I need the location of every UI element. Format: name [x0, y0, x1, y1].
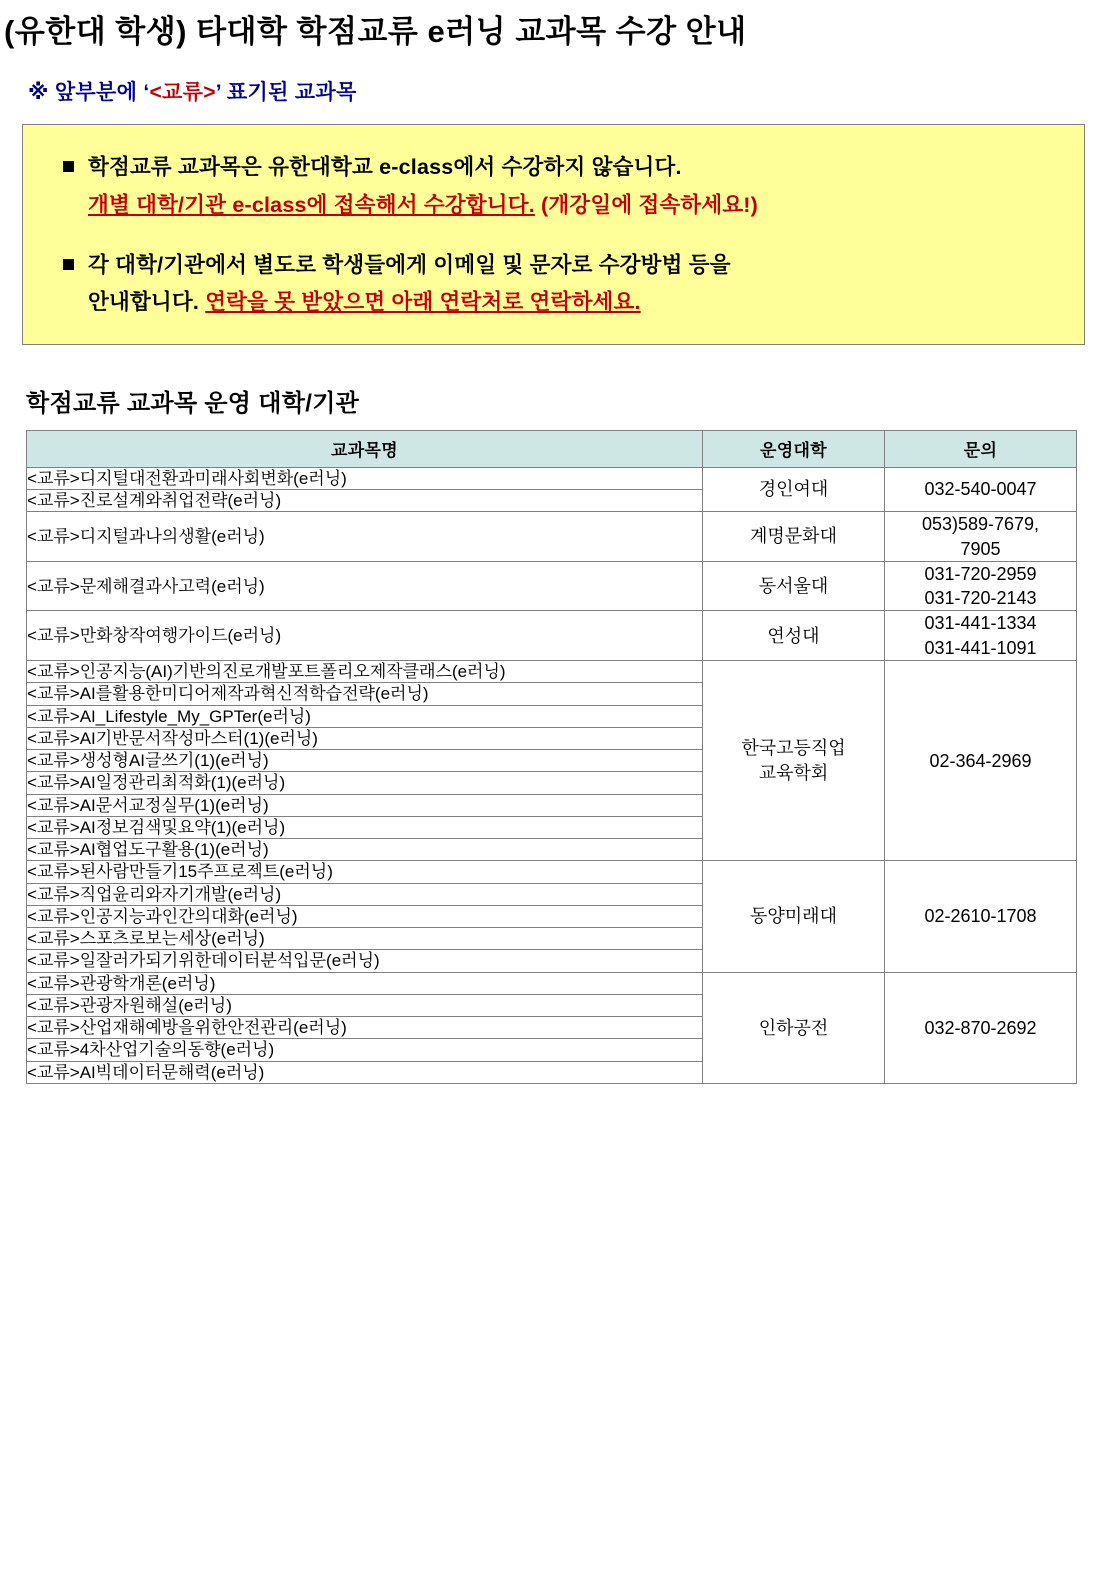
col-header-course-name: 교과목명 — [27, 430, 703, 467]
notice-item-2-line-1: 각 대학/기관에서 별도로 학생들에게 이메일 및 문자로 수강방법 등을 — [88, 252, 731, 277]
notice-item-1-line-2 — [88, 187, 758, 225]
table-row — [27, 512, 1077, 562]
notice-item-2-text — [88, 247, 731, 322]
course-name-cell: <교류>직업윤리와자기개발(e러닝) — [27, 883, 703, 905]
course-name-cell: <교류>AI빅데이터문해력(e러닝) — [27, 1061, 703, 1083]
subtitle-note-tag: <교류> — [149, 81, 216, 105]
square-bullet-icon — [63, 161, 74, 172]
notice-item-1-text — [88, 149, 758, 224]
university-cell: 동서울대 — [703, 561, 885, 611]
table-header-row — [27, 430, 1077, 467]
table-body — [27, 467, 1077, 1083]
course-name-cell: <교류>AI문서교정실무(1)(e러닝) — [27, 794, 703, 816]
notice-item-2-line-2 — [88, 284, 731, 322]
university-cell: 계명문화대 — [703, 512, 885, 562]
contact-cell: 032-870-2692 — [885, 972, 1077, 1083]
university-cell: 연성대 — [703, 611, 885, 661]
university-cell: 동양미래대 — [703, 861, 885, 972]
university-cell: 인하공전 — [703, 972, 885, 1083]
course-name-cell: <교류>일잘러가되기위한데이터분석입문(e러닝) — [27, 950, 703, 972]
course-name-cell: <교류>AI_Lifestyle_My_GPTer(e러닝) — [27, 705, 703, 727]
table-row — [27, 561, 1077, 611]
course-name-cell: <교류>관광자원해설(e러닝) — [27, 994, 703, 1016]
course-name-cell: <교류>관광학개론(e러닝) — [27, 972, 703, 994]
course-name-cell: <교류>생성형AI글쓰기(1)(e러닝) — [27, 750, 703, 772]
course-name-cell: <교류>만화창작여행가이드(e러닝) — [27, 611, 703, 661]
page-title: (유한대 학생) 타대학 학점교류 e러닝 교과목 수강 안내 — [4, 14, 747, 49]
section-heading: 학점교류 교과목 운영 대학/기관 — [26, 389, 360, 417]
subtitle-note-mark: ※ 앞부분에 ‘ — [28, 81, 150, 105]
course-name-cell: <교류>진로설계와취업전략(e러닝) — [27, 490, 703, 512]
notice-item-2-plain: 안내합니다. — [88, 290, 206, 315]
table-row — [27, 611, 1077, 661]
course-name-cell: <교류>디지털과나의생활(e러닝) — [27, 512, 703, 562]
contact-cell: 032-540-0047 — [885, 467, 1077, 512]
course-name-cell: <교류>산업재해예방을위한안전관리(e러닝) — [27, 1017, 703, 1039]
course-name-cell: <교류>문제해결과사고력(e러닝) — [27, 561, 703, 611]
course-name-cell: <교류>AI협업도구활용(1)(e러닝) — [27, 839, 703, 861]
table-row — [27, 972, 1077, 994]
notice-item-1-underlined: 개별 대학/기관 e-class에 접속해서 수강합니다. — [88, 192, 535, 217]
col-header-contact: 문의 — [885, 430, 1077, 467]
course-name-cell: <교류>AI일정관리최적화(1)(e러닝) — [27, 772, 703, 794]
subtitle-note — [28, 76, 1107, 106]
square-bullet-icon — [63, 259, 74, 270]
contact-cell: 031-441-1334 031-441-1091 — [885, 611, 1077, 661]
notice-item-1 — [43, 149, 1064, 224]
course-name-cell: <교류>인공지능(AI)기반의진로개발포트폴리오제작클래스(e러닝) — [27, 661, 703, 683]
col-header-university: 운영대학 — [703, 430, 885, 467]
contact-cell: 031-720-2959 031-720-2143 — [885, 561, 1077, 611]
course-name-cell: <교류>4차산업기술의동향(e러닝) — [27, 1039, 703, 1061]
table-row — [27, 861, 1077, 883]
notice-item-2 — [43, 247, 1064, 322]
university-cell: 경인여대 — [703, 467, 885, 512]
notice-item-1-paren: (개강일에 접속하세요!) — [534, 192, 759, 217]
university-cell: 한국고등직업 교육학회 — [703, 661, 885, 861]
contact-cell: 053)589-7679, 7905 — [885, 512, 1077, 562]
notice-callout-box — [22, 124, 1085, 345]
notice-item-2-underlined: 연락을 못 받았으면 아래 연락처로 연락하세요. — [205, 290, 641, 315]
course-name-cell: <교류>AI정보검색및요약(1)(e러닝) — [27, 816, 703, 838]
course-name-cell: <교류>AI기반문서작성마스터(1)(e러닝) — [27, 727, 703, 749]
subtitle-note-rest: ’ 표기된 교과목 — [215, 81, 357, 105]
contact-cell: 02-364-2969 — [885, 661, 1077, 861]
contact-cell: 02-2610-1708 — [885, 861, 1077, 972]
course-name-cell: <교류>디지털대전환과미래사회변화(e러닝) — [27, 467, 703, 489]
course-name-cell: <교류>인공지능과인간의대화(e러닝) — [27, 905, 703, 927]
course-table — [26, 430, 1077, 1084]
course-name-cell: <교류>스포츠로보는세상(e러닝) — [27, 928, 703, 950]
table-row — [27, 467, 1077, 489]
course-name-cell: <교류>된사람만들기15주프로젝트(e러닝) — [27, 861, 703, 883]
notice-item-1-line-1: 학점교류 교과목은 유한대학교 e-class에서 수강하지 않습니다. — [88, 155, 682, 180]
table-row — [27, 661, 1077, 683]
course-name-cell: <교류>AI를활용한미디어제작과혁신적학습전략(e러닝) — [27, 683, 703, 705]
